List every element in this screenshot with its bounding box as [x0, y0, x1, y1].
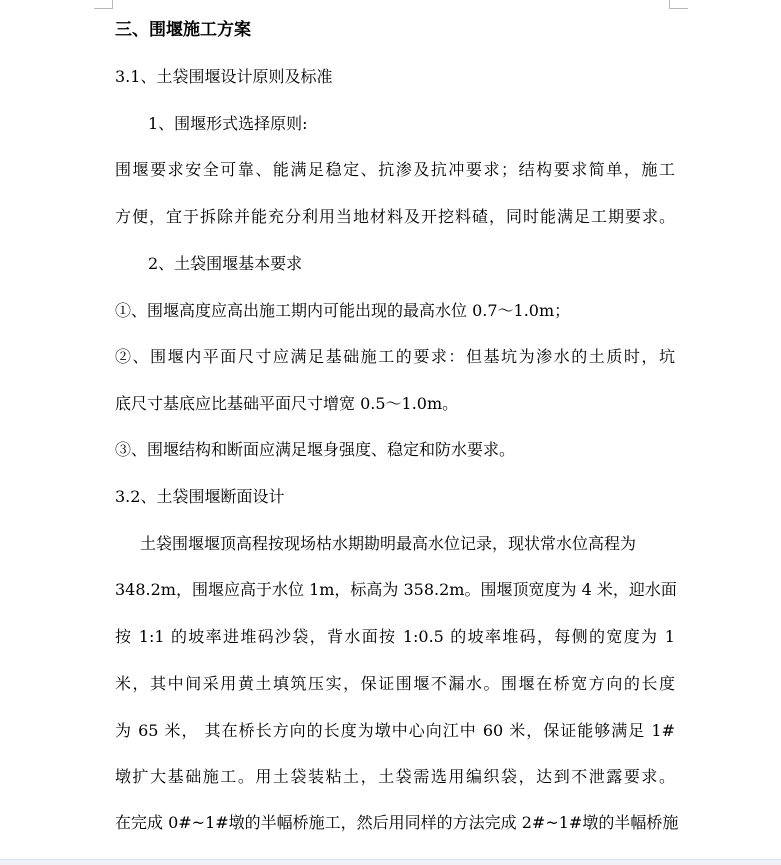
requirement-1: ①、围堰高度应高出施工期内可能出现的最高水位 0.7～1.0m； [115, 301, 571, 320]
left-margin-corner-mark [94, 0, 113, 9]
selection-principle-text-line-2: 方便，宜于拆除并能充分利用当地材料及开挖料碴，同时能满足工期要求。 [115, 207, 675, 226]
design-paragraph-line-4: 米，其中间采用黄土填筑压实，保证围堰不漏水。围堰在桥宽方向的长度 [115, 674, 675, 693]
requirement-3: ③、围堰结构和断面应满足堰身强度、稳定和防水要求。 [115, 440, 516, 459]
selection-principle-text-line-1: 围堰要求安全可靠、能满足稳定、抗渗及抗冲要求；结构要求简单，施工 [115, 160, 675, 179]
requirement-2-line-2: 底尺寸基底应比基础平面尺寸增宽 0.5～1.0m。 [115, 394, 459, 413]
subsection-title-3-1: 3.1、土袋围堰设计原则及标准 [115, 67, 333, 86]
design-paragraph-line-7: 在完成 0#~1#墩的半幅桥施工，然后用同样的方法完成 2#~1#墩的半幅桥施 [115, 813, 679, 832]
subsection-title-3-2: 3.2、土袋围堰断面设计 [115, 487, 285, 506]
requirement-2-line-1: ②、围堰内平面尺寸应满足基础施工的要求：但基坑为渗水的土质时，坑 [115, 347, 675, 366]
section-title: 三、围堰施工方案 [115, 20, 251, 40]
bottom-window-edge [0, 859, 781, 865]
design-paragraph-line-3: 按 1:1 的坡率进堆码沙袋，背水面按 1:0.5 的坡率堆码，每侧的宽度为 1 [115, 627, 675, 646]
item-title-selection-principle: 1、围堰形式选择原则: [148, 114, 308, 133]
design-paragraph-line-1: 土袋围堰堰顶高程按现场枯水期勘明最高水位记录，现状常水位高程为 [140, 534, 637, 553]
item-title-basic-requirements: 2、土袋围堰基本要求 [148, 254, 303, 273]
design-paragraph-line-6: 墩扩大基础施工。用土袋装粘土，土袋需选用编织袋，达到不泄露要求。 [115, 767, 675, 786]
right-margin-corner-mark [669, 0, 688, 9]
design-paragraph-line-2: 348.2m，围堰应高于水位 1m，标高为 358.2m。围堰顶宽度为 4 米，迎水面 [115, 580, 677, 599]
design-paragraph-line-5: 为 65 米， 其在桥长方向的长度为墩中心向江中 60 米，保证能够满足 1# [115, 721, 675, 740]
